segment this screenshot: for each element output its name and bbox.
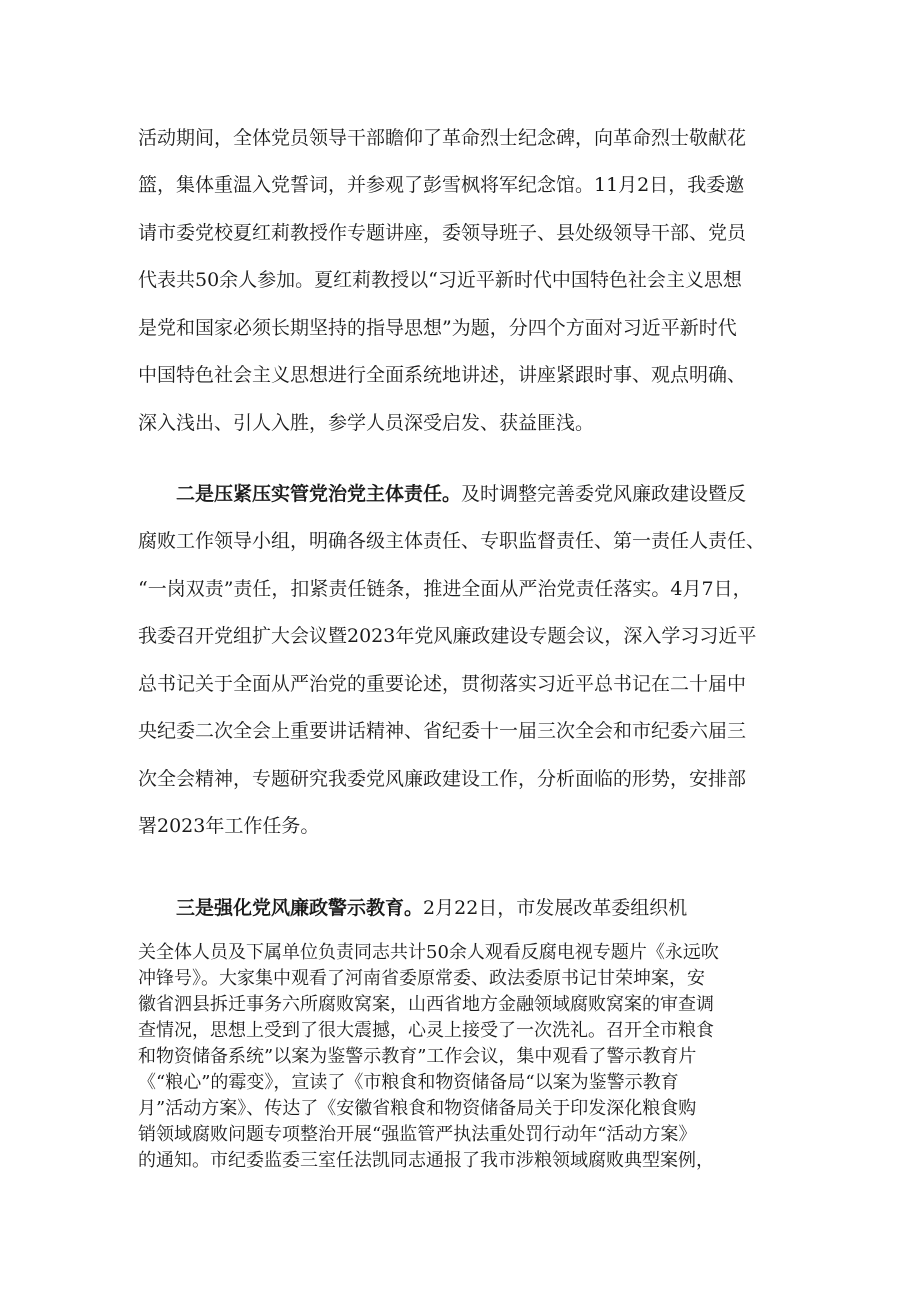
- paragraph-first-line: [176, 896, 788, 920]
- text-line: 是党和国家必须长期坚持的指导思想”为题，分四个方面对习近平新时代: [138, 317, 737, 339]
- text-run: 及时调整完善委党风廉政建设暨反: [461, 483, 747, 505]
- text-line: 关全体人员及下属单位负责同志共计50余人观看反腐电视专题片《永远吹: [138, 942, 719, 963]
- text-line: 《“粮心”的霉变》，宣读了《市粮食和物资储备局“以案为鉴警示教育: [138, 1072, 679, 1093]
- text-line: 央纪委二次全会上重要讲话精神、省纪委十一届三次全会和市纪委六届三: [138, 720, 747, 742]
- text-line: 篮，集体重温入党誓词，并参观了彭雪枫将军纪念馆。11月2日，我委邀: [138, 174, 745, 196]
- text-line: 署2023年工作任务。: [138, 815, 320, 837]
- text-line: 我委召开党组扩大会议暨2023年党风廉政建设专题会议，深入学习习近平: [138, 625, 757, 647]
- paragraph-heading: 三是强化党风廉政警示教育。: [176, 897, 424, 919]
- text-line: 徽省泗县拆迁事务六所腐败窝案，山西省地方金融领域腐败窝案的审查调: [138, 994, 714, 1015]
- text-line: 深入浅出、引人入胜，参学人员深受启发、获益匪浅。: [138, 412, 595, 434]
- text-line: 销领域腐败问题专项整治开展“强监管严执法重处罚行动年“活动方案》: [138, 1124, 697, 1145]
- text-line: “一岗双责”责任，扣紧责任链条，推进全面从严治党责任落实。4月7日，: [138, 578, 752, 600]
- text-line: 月”活动方案》、传达了《安徽省粮食和物资储备局关于印发深化粮食购: [138, 1098, 697, 1119]
- text-line: 请市委党校夏红莉教授作专题讲座，委领导班子、县处级领导干部、党员: [138, 222, 747, 244]
- text-line: 活动期间，全体党员领导干部瞻仰了革命烈士纪念碑，向革命烈士敬献花: [138, 127, 747, 149]
- text-line: 次全会精神，专题研究我委党风廉政建设工作，分析面临的形势，安排部: [138, 768, 747, 790]
- text-line: 查情况，思想上受到了很大震撼，心灵上接受了一次洗礼。召开全市粮食: [138, 1020, 714, 1041]
- text-line: 腐败工作领导小组，明确各级主体责任、专职监督责任、第一责任人责任、: [138, 530, 766, 552]
- text-line: 代表共50余人参加。夏红莉教授以“习近平新时代中国特色社会主义思想: [138, 269, 742, 291]
- paragraph-first-line: [176, 482, 788, 506]
- text-line: 中国特色社会主义思想进行全面系统地讲述，讲座紧跟时事、观点明确、: [138, 364, 747, 386]
- text-line: 总书记关于全面从严治党的重要论述，贯彻落实习近平总书记在二十届中: [138, 673, 747, 695]
- text-line: 和物资储备系统”以案为鉴警示教育”工作会议，集中观看了警示教育片: [138, 1046, 697, 1067]
- paragraph-heading: 二是压紧压实管党治党主体责任。: [176, 483, 462, 505]
- text-line: 冲锋号》。大家集中观看了河南省委原常委、政法委原书记甘荣坤案，安: [138, 968, 705, 989]
- text-run: 2月22日，市发展改革委组织机: [423, 897, 688, 919]
- text-line: 的通知。市纪委监委三室任法凯同志通报了我市涉粮领域腐败典型案例，: [138, 1150, 714, 1171]
